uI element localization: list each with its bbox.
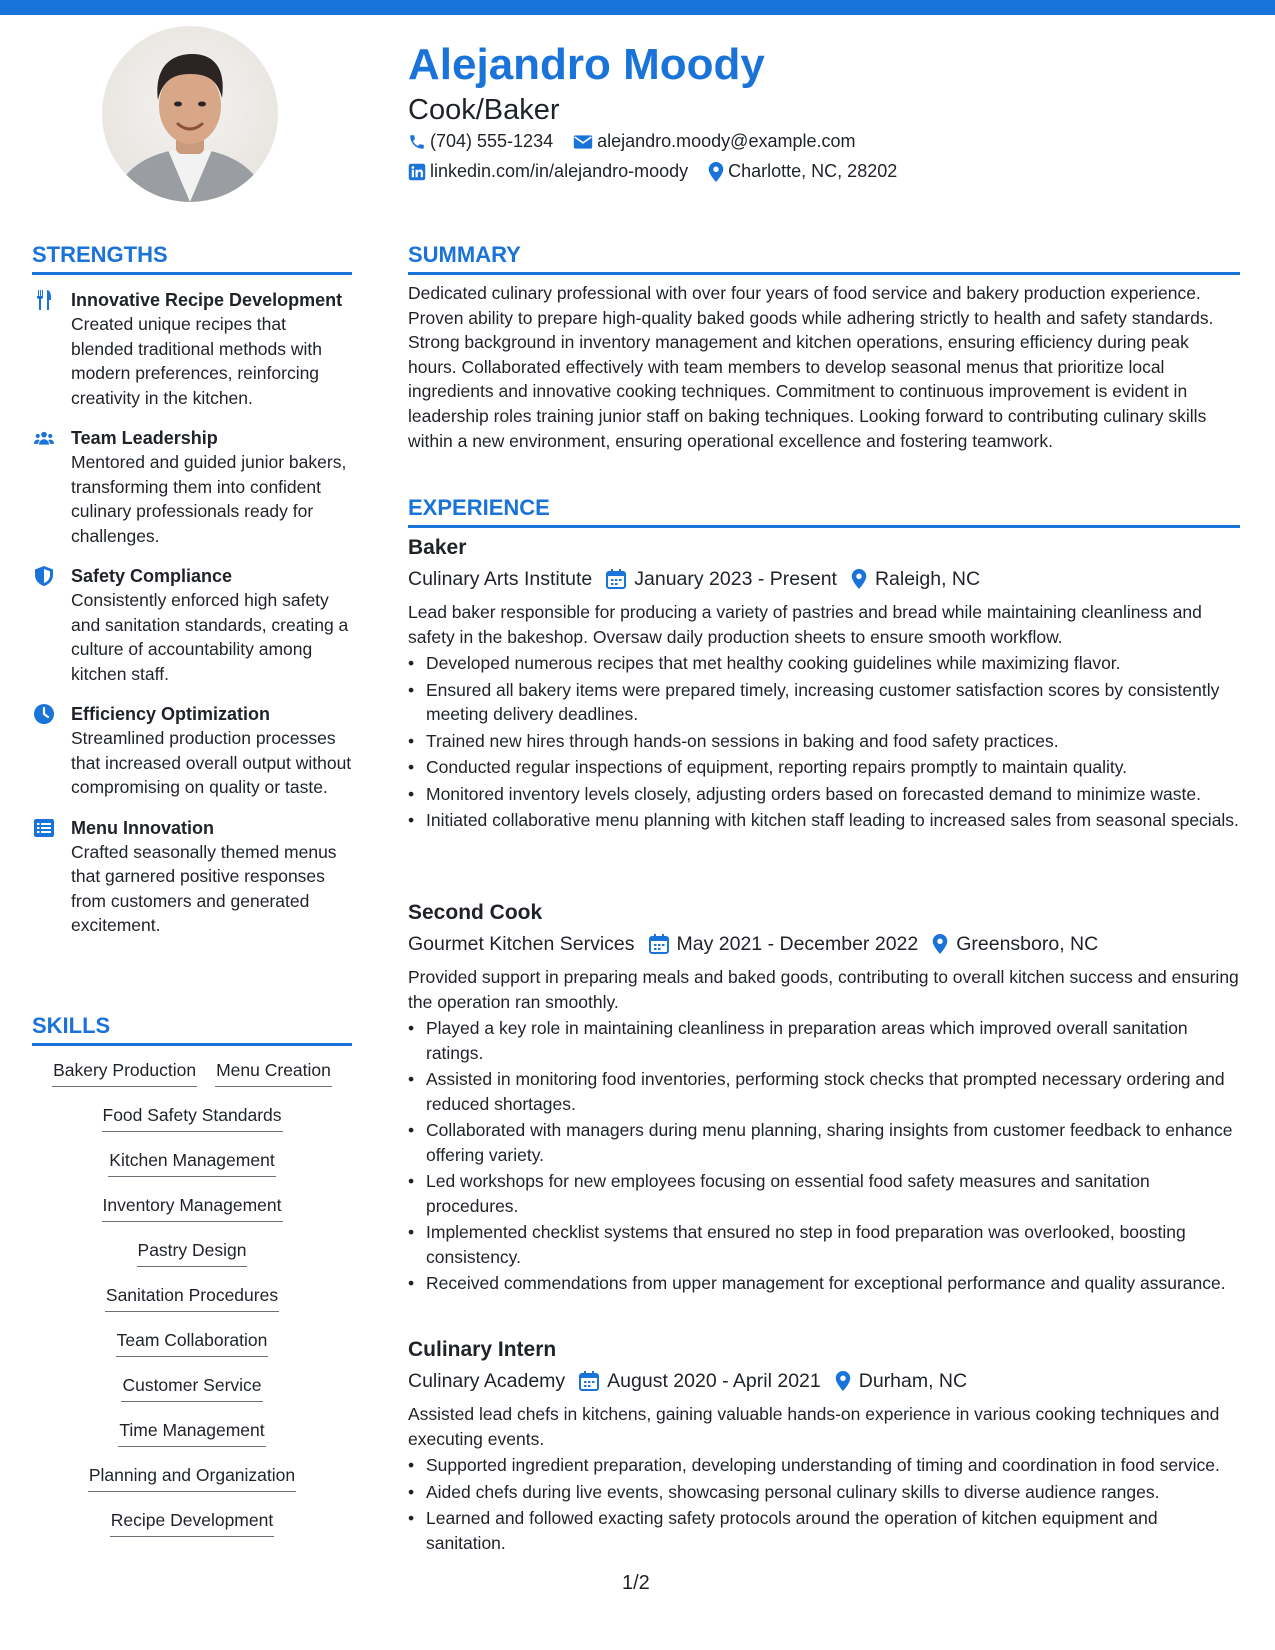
skill-tag: Food Safety Standards [102, 1103, 283, 1132]
job-description: Lead baker responsible for producing a variety of pastries and bread while maintaining cleanliness and safety in the bakeshop. Oversaw daily production sheets to ensure smooth workflow. [408, 602, 1202, 647]
skills-heading: SKILLS [32, 1013, 352, 1046]
job-description: Provided support in preparing meals and baked goods, contributing to overall kitchen success and ensuring the operation ran smoothly. [408, 967, 1239, 1012]
calendar-icon [579, 1371, 599, 1391]
shield-icon [34, 566, 54, 586]
envelope-icon [573, 134, 593, 150]
summary-heading: SUMMARY [408, 242, 1240, 275]
strength-item [32, 288, 352, 410]
phone-icon [408, 133, 426, 151]
strength-title: Safety Compliance [71, 566, 233, 586]
job-title: Baker [408, 536, 467, 559]
linkedin-contact[interactable] [408, 161, 688, 182]
linkedin-icon [408, 163, 426, 181]
candidate-title: Cook/Baker [408, 94, 560, 126]
strength-item [32, 816, 352, 938]
job-bullet: • Initiated collaborative menu planning with kitchen staff leading to increased sales from seasonal specials. [408, 808, 1240, 833]
map-pin-icon [708, 162, 724, 182]
job-dates: May 2021 - December 2022 [676, 933, 919, 955]
top-accent-bar [0, 0, 1275, 15]
strength-description: Consistently enforced high safety and sanitation standards, creating a culture of accountability among kitchen staff. [71, 590, 349, 684]
map-pin-icon [851, 569, 867, 589]
strength-item [32, 702, 352, 800]
strength-item [32, 426, 352, 548]
job-location: Greensboro, NC [956, 933, 1099, 955]
phone-contact[interactable] [408, 131, 553, 152]
job-bullet: • Learned and followed exacting safety protocols around the operation of kitchen equipment and sanitation. [408, 1506, 1240, 1555]
job-description: Assisted lead chefs in kitchens, gaining valuable hands-on experience in various cooking techniques and executing events. [408, 1404, 1220, 1449]
email-contact[interactable] [573, 131, 855, 152]
utensils-icon [34, 290, 54, 310]
page-number: 1/2 [622, 1572, 650, 1594]
strength-description: Mentored and guided junior bakers, transforming them into confident culinary professionals ready for challenges. [71, 452, 347, 546]
strengths-heading: STRENGTHS [32, 242, 352, 275]
candidate-name: Alejandro Moody [408, 40, 765, 89]
skill-tag: Time Management [118, 1418, 265, 1447]
job-entry [408, 899, 1240, 1296]
skills-list [32, 1058, 352, 1553]
job-location: Durham, NC [858, 1370, 968, 1392]
job-meta [408, 1366, 1240, 1396]
job-bullet: • Led workshops for new employees focusing on essential food safety measures and sanitation procedures. [408, 1169, 1240, 1218]
job-meta [408, 564, 1240, 594]
location-text: Charlotte, NC, 28202 [728, 161, 898, 181]
job-bullet: • Collaborated with managers during menu planning, sharing insights from customer feedback to enhance offering variety. [408, 1118, 1240, 1167]
experience-heading: EXPERIENCE [408, 495, 1240, 528]
job-bullet: • Supported ingredient preparation, developing understanding of timing and coordination in food service. [408, 1453, 1240, 1478]
list-icon [34, 818, 54, 838]
job-bullets [408, 1453, 1240, 1555]
job-bullets [408, 1016, 1240, 1296]
map-pin-icon [932, 934, 948, 954]
clock-icon [34, 704, 54, 724]
job-bullet: • Ensured all bakery items were prepared timely, increasing customer satisfaction scores by consistently meeting delivery deadlines. [408, 678, 1240, 727]
calendar-icon [649, 934, 669, 954]
job-title: Culinary Intern [408, 1338, 557, 1361]
job-bullet: • Monitored inventory levels closely, adjusting orders based on forecasted demand to minimize waste. [408, 782, 1240, 807]
skill-tag: Sanitation Procedures [105, 1283, 279, 1312]
job-meta [408, 929, 1240, 959]
job-company: Culinary Arts Institute [408, 568, 593, 590]
location-contact [708, 161, 897, 182]
job-company: Culinary Academy [408, 1370, 566, 1392]
skill-tag: Kitchen Management [108, 1148, 275, 1177]
job-company: Gourmet Kitchen Services [408, 933, 635, 955]
summary-text: Dedicated culinary professional with over four years of food service and bakery production experience. Proven ability to prepare high-quality baked goods while adhering strictly to health and safety standards. Strong background in inventory management and kitchen operations, ensuring efficiency during peak hours. Collaborated effectively with team members to develop seasonal menus that prioritize local ingredients and innovative cooking techniques. Commitment to continuous improvement is evident in leadership roles training junior staff on baking techniques. Looking forward to contributing culinary skills within a new environment, ensuring operational excellence and fostering teamwork. [408, 283, 1214, 451]
job-dates: August 2020 - April 2021 [607, 1370, 821, 1392]
profile-photo [102, 26, 278, 202]
contact-row-1 [408, 131, 876, 152]
skill-tag: Customer Service [121, 1373, 262, 1402]
contact-row-2 [408, 161, 917, 182]
skill-tag: Team Collaboration [116, 1328, 269, 1357]
strengths-list [32, 288, 352, 954]
users-icon [34, 428, 54, 448]
linkedin-text: linkedin.com/in/alejandro-moody [430, 161, 689, 181]
map-pin-icon [835, 1371, 851, 1391]
strength-title: Menu Innovation [71, 817, 214, 838]
job-dates: January 2023 - Present [634, 568, 837, 590]
strength-description: Created unique recipes that blended traditional methods with modern preferences, reinforcing creativity in the kitchen. [71, 314, 322, 408]
job-bullet: • Assisted in monitoring food inventories, performing stock checks that prompted necessary ordering and reduced shortages. [408, 1067, 1240, 1116]
skill-tag: Inventory Management [102, 1193, 283, 1222]
job-bullet: • Developed numerous recipes that met healthy cooking guidelines while maximizing flavor. [408, 651, 1240, 676]
job-title: Second Cook [408, 901, 543, 924]
job-bullet: • Trained new hires through hands-on sessions in baking and food safety practices. [408, 729, 1240, 754]
skill-tag: Menu Creation [215, 1058, 332, 1087]
skill-tag: Bakery Production [52, 1058, 197, 1087]
calendar-icon [606, 569, 626, 589]
skill-tag: Pastry Design [137, 1238, 248, 1267]
job-bullet: • Played a key role in maintaining cleanliness in preparation areas which improved overall sanitation ratings. [408, 1016, 1240, 1065]
job-bullet: • Aided chefs during live events, showcasing personal culinary skills to diverse audience ranges. [408, 1480, 1240, 1505]
job-bullet: • Received commendations from upper management for exceptional performance and quality assurance. [408, 1271, 1240, 1296]
strength-title: Team Leadership [71, 428, 218, 448]
strength-title: Efficiency Optimization [71, 704, 271, 724]
job-bullet: • Conducted regular inspections of equipment, reporting repairs promptly to maintain quality. [408, 755, 1240, 780]
strength-description: Streamlined production processes that increased overall output without compromising on quality or taste. [71, 728, 352, 797]
job-entry [408, 1336, 1240, 1555]
phone-text: (704) 555-1234 [430, 131, 554, 151]
job-location: Raleigh, NC [874, 568, 981, 590]
strength-item [32, 564, 352, 686]
skill-tag: Planning and Organization [88, 1463, 296, 1492]
strength-title: Innovative Recipe Development [71, 290, 343, 310]
job-entry [408, 534, 1240, 833]
skill-tag: Recipe Development [110, 1508, 274, 1537]
job-bullet: • Implemented checklist systems that ensured no step in food preparation was overlooked, boosting consistency. [408, 1220, 1240, 1269]
job-bullets [408, 651, 1240, 833]
strength-description: Crafted seasonally themed menus that garnered positive responses from customers and generated excitement. [71, 841, 337, 935]
email-text: alejandro.moody@example.com [597, 131, 856, 151]
